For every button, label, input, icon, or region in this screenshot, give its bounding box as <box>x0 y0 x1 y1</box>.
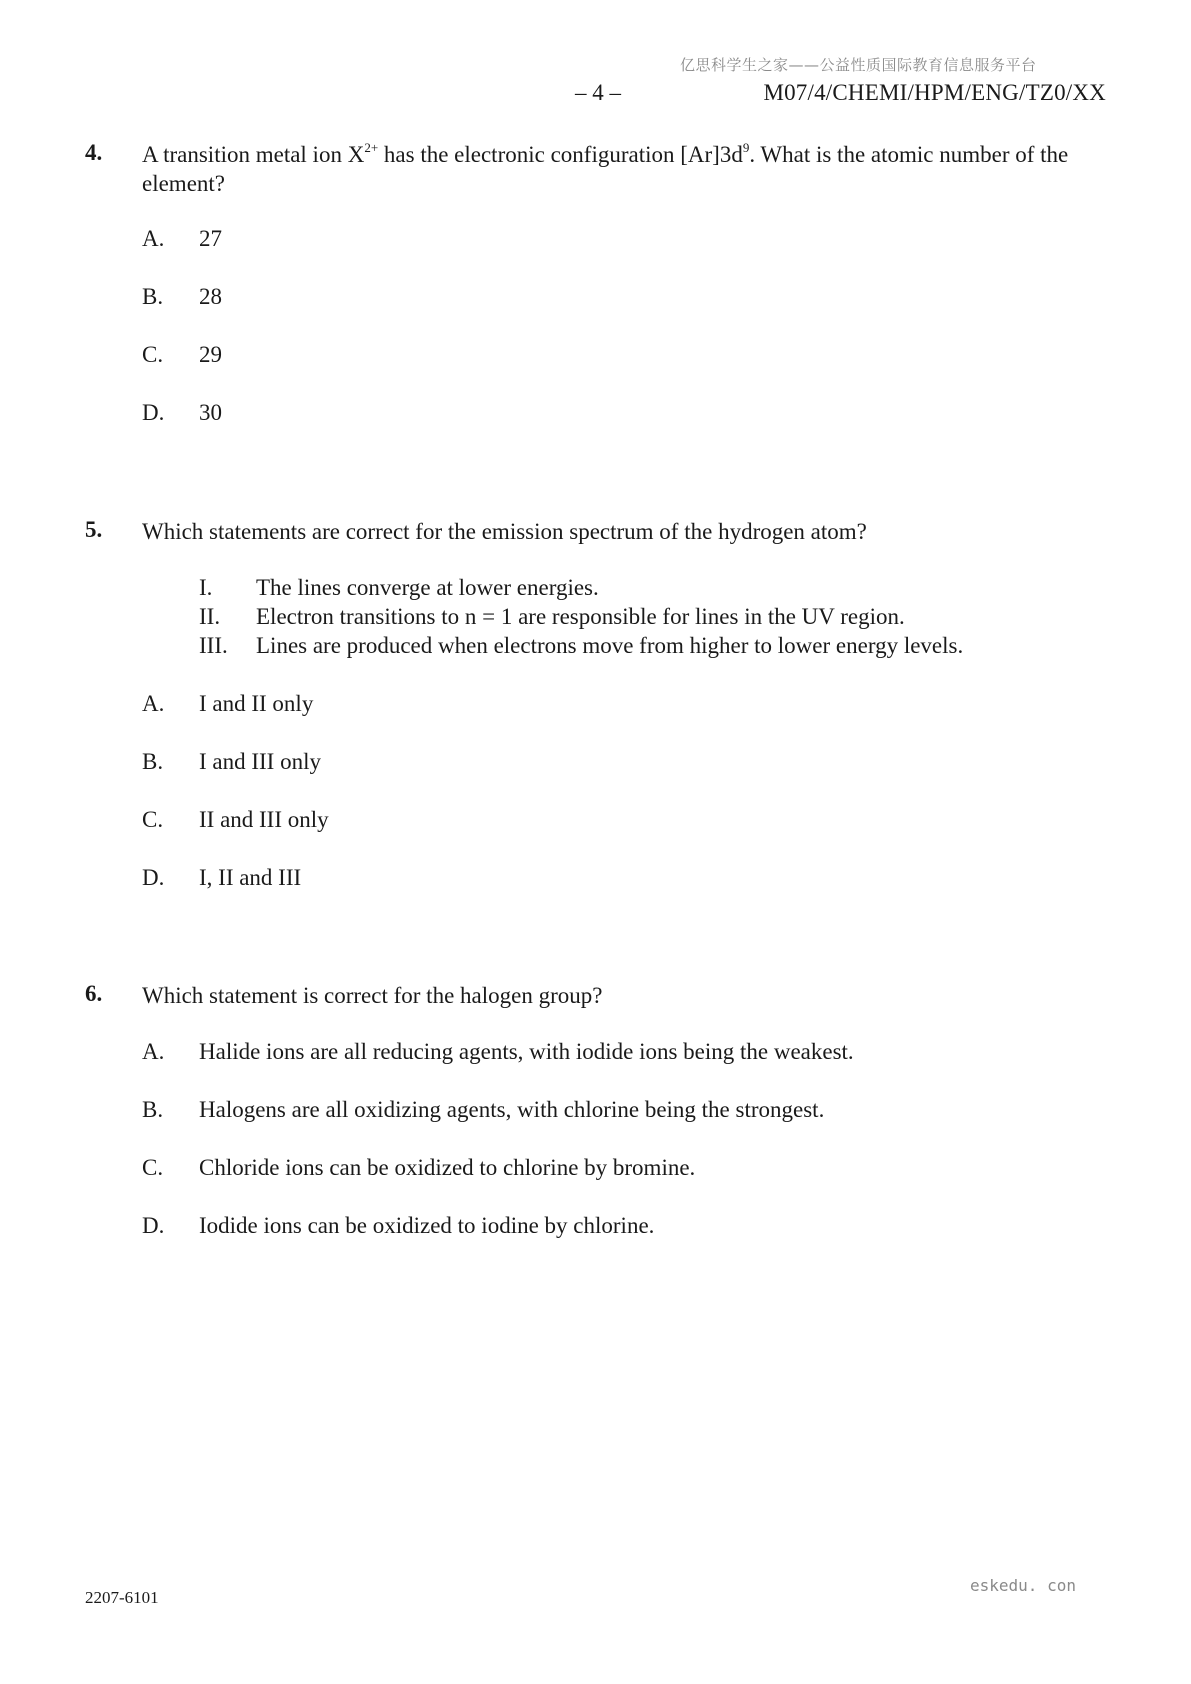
q5-option-c-text: II and III only <box>199 807 329 832</box>
question-4-text: A transition metal ion $X^{2+}$ has the electronic configuration $[Ar]3d^9$. What is the atomic number of the element? <box>142 140 1069 196</box>
question-5-number: 5. <box>85 517 103 542</box>
q4-option-b-text: 28 <box>199 284 222 309</box>
q5-option-d-text: I, II and III <box>199 865 302 890</box>
q5-option-a-text: I and II only <box>199 691 314 716</box>
q5-statement-3-numeral: III. <box>199 633 228 658</box>
q4-option-b-letter: B. <box>142 284 164 309</box>
question-6-number: 6. <box>85 981 103 1006</box>
q4-option-d-text: 30 <box>199 400 222 425</box>
q5-statement-3-text: Lines are produced when electrons move from higher to lower energy levels. <box>256 633 964 658</box>
q6-option-b-text: Halogens are all oxidizing agents, with chlorine being the strongest. <box>199 1097 825 1122</box>
q4-option-a-text: 27 <box>199 226 222 251</box>
page-number: – 4 – <box>575 80 621 105</box>
q5-statement-2-text: Electron transitions to n = 1 are responsible for lines in the UV region. <box>256 604 905 629</box>
q6-option-d-letter: D. <box>142 1213 165 1238</box>
paper-code: M07/4/CHEMI/HPM/ENG/TZ0/XX <box>763 80 1106 105</box>
q6-option-d-text: Iodide ions can be oxidized to iodine by chlorine. <box>199 1213 655 1238</box>
q5-option-b-text: I and III only <box>199 749 321 774</box>
q6-option-c-text: Chloride ions can be oxidized to chlorine by bromine. <box>199 1155 696 1180</box>
watermark-header: 亿思科学生之家——公益性质国际教育信息服务平台 <box>680 56 1037 74</box>
watermark-footer: eskedu. con <box>970 1576 1076 1595</box>
q4-option-a-letter: A. <box>142 226 165 251</box>
q5-option-a-letter: A. <box>142 691 165 716</box>
q6-option-a-letter: A. <box>142 1039 165 1064</box>
q5-statement-2-numeral: II. <box>199 604 221 629</box>
question-5-text: Which statements are correct for the emission spectrum of the hydrogen atom? <box>142 519 867 544</box>
q4-option-c-text: 29 <box>199 342 222 367</box>
ion-charge: 2+ <box>364 140 379 155</box>
question-4-number: 4. <box>85 140 103 165</box>
q6-option-a-text: Halide ions are all reducing agents, with iodide ions being the weakest. <box>199 1039 854 1064</box>
q5-option-d-letter: D. <box>142 865 165 890</box>
q5-option-b-letter: B. <box>142 749 164 774</box>
q5-statement-1-text: The lines converge at lower energies. <box>256 575 599 600</box>
question-6-text: Which statement is correct for the halogen group? <box>142 983 603 1008</box>
q4-option-c-letter: C. <box>142 342 164 367</box>
q6-option-c-letter: C. <box>142 1155 164 1180</box>
q5-option-c-letter: C. <box>142 807 164 832</box>
q5-statement-1-numeral: I. <box>199 575 213 600</box>
q6-option-b-letter: B. <box>142 1097 164 1122</box>
q4-option-d-letter: D. <box>142 400 165 425</box>
footer-code: 2207-6101 <box>85 1588 159 1607</box>
config-exponent: 9 <box>742 140 750 155</box>
